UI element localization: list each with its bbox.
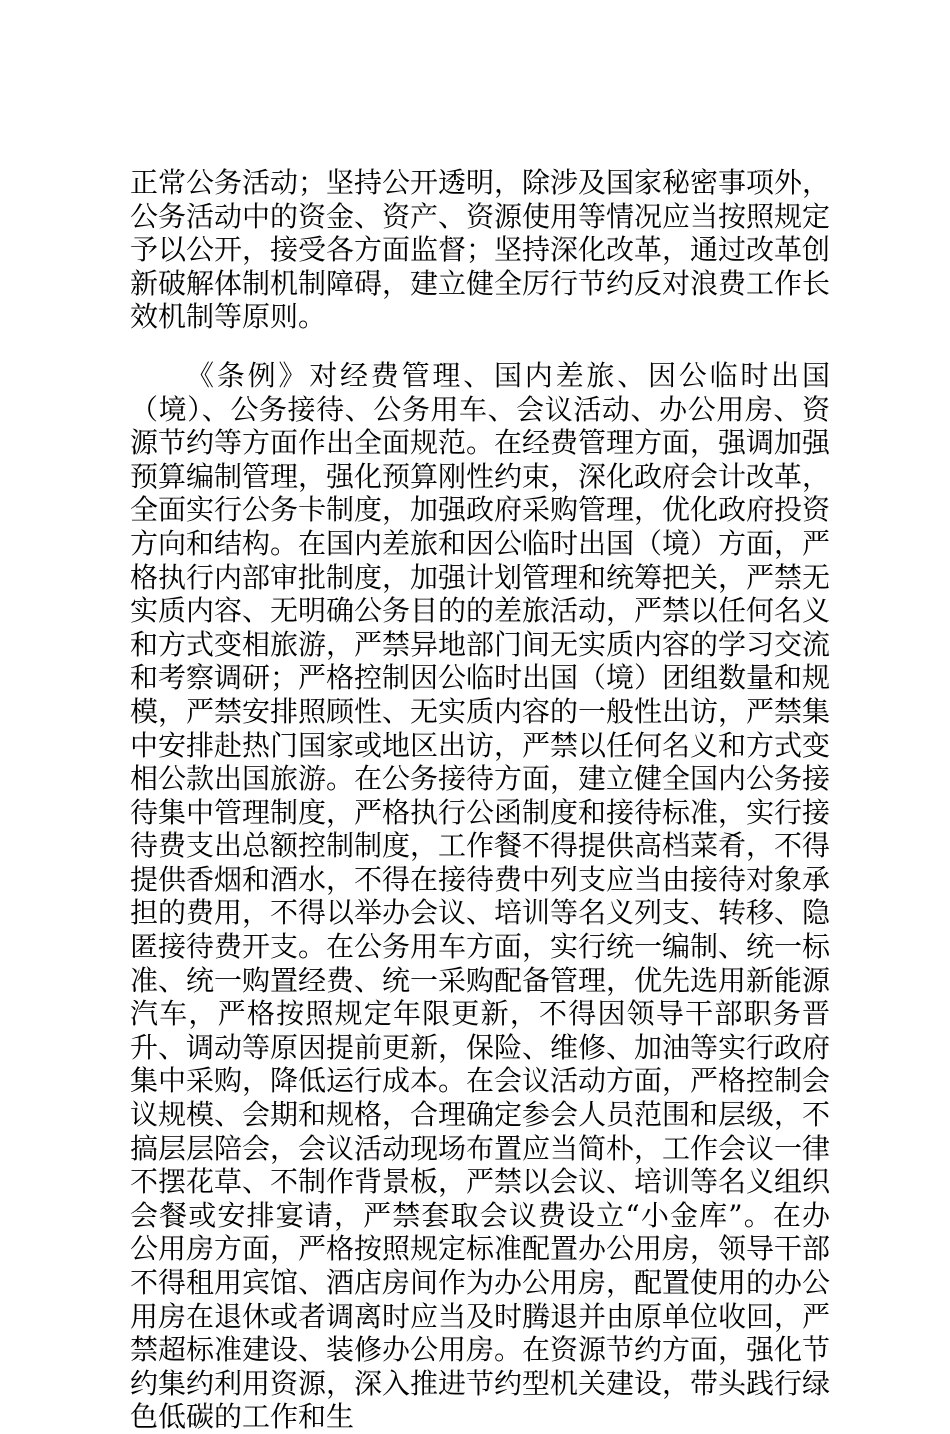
document-page <box>130 166 830 1434</box>
paragraph-principles: 正常公务活动；坚持公开透明，除涉及国家秘密事项外，公务活动中的资金、资产、资源使用等情况应当按照规定予以公开，接受各方面监督；坚持深化改革，通过改革创新破解体制机制障碍，建立健全厉行节约反对浪费工作长效机制等原则。 <box>130 166 831 334</box>
paragraph-regulations: 《条例》对经费管理、国内差旅、因公临时出国（境）、公务接待、公务用车、会议活动、办公用房、资源节约等方面作出全面规范。在经费管理方面，强调加强预算编制管理，强化预算刚性约束，深化政府会计改革，全面实行公务卡制度，加强政府采购管理，优化政府投资方向和结构。在国内差旅和因公临时出国（境）方面，严格执行内部审批制度，加强计划管理和统筹把关，严禁无实质内容、无明确公务目的的差旅活动，严禁以任何名义和方式变相旅游，严禁异地部门间无实质内容的学习交流和考察调研；严格控制因公临时出国（境）团组数量和规模，严禁安排照顾性、无实质内容的一般性出访，严禁集中安排赴热门国家或地区出访，严禁以任何名义和方式变相公款出国旅游。在公务接待方面，建立健全国内公务接待集中管理制度，严格执行公函制度和接待标准，实行接待费支出总额控制制度，工作餐不得提供高档菜肴，不得提供香烟和酒水，不得在接待费中列支应当由接待对象承担的费用，不得以举办会议、培训等名义列支、转移、隐匿接待费开支。在公务用车方面，实行统一编制、统一标准、统一购置经费、统一采购配备管理，优先选用新能源汽车，严格按照规定年限更新，不得因领导干部职务晋升、调动等原因提前更新，保险、维修、加油等实行政府集中采购，降低运行成本。在会议活动方面，严格控制会议规模、会期和规格，合理确定参会人员范围和层级，不搞层层陪会，会议活动现场布置应当简朴，工作会议一律不摆花草、不制作背景板，严禁以会议、培训等名义组织会餐或安排宴请，严禁套取会议费设立“小金库”。在办公用房方面，严格按照规定标准配置办公用房，领导干部不得租用宾馆、酒店房间作为办公用房，配置使用的办公用房在退休或者调离时应当及时腾退并由原单位收回，严禁超标准建设、装修办公用房。在资源节约方面，强化节约集约利用资源，深入推进节约型机关建设，带头践行绿色低碳的工作和生 <box>130 358 831 1434</box>
